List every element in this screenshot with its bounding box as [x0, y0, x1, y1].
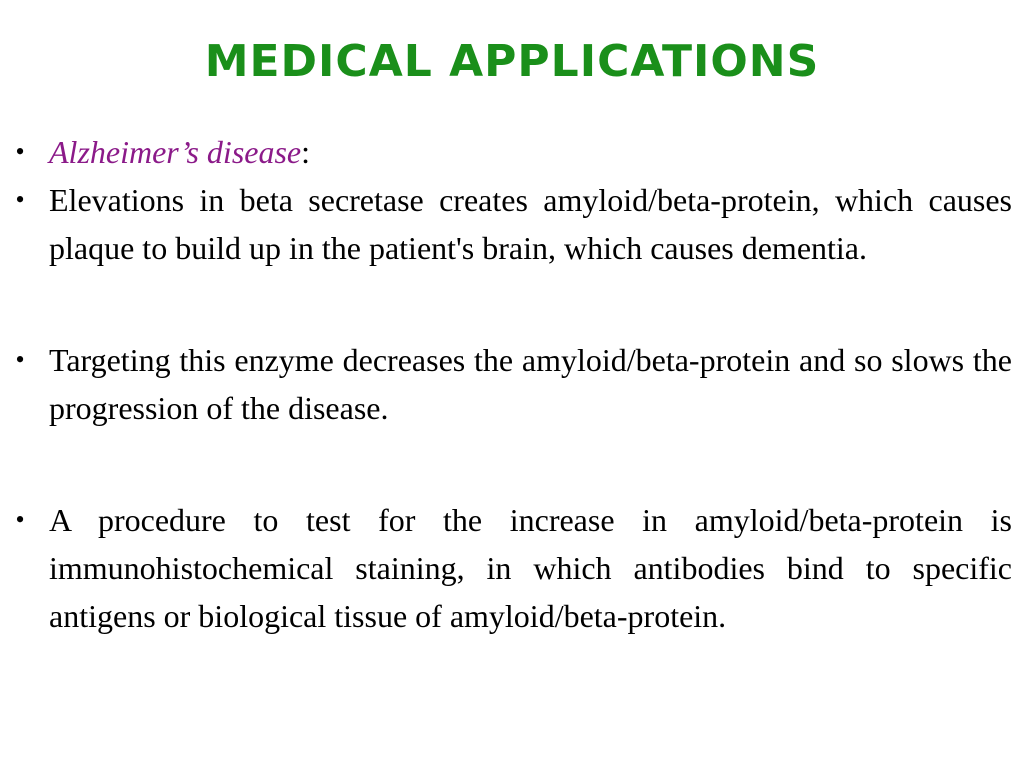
bullet-icon: • — [15, 505, 25, 534]
bullet-item-procedure — [0, 496, 1024, 640]
bullet-text: A procedure to test for the increase in amyloid/beta-protein is immunohistochemical staining, in which antibodies bind to specific antigens or biological tissue of amyloid/beta-protein. — [49, 502, 1012, 634]
bullet-text: Elevations in beta secretase creates amyloid/beta-protein, which causes plaque to build up in the patient's brain, which causes dementia. — [49, 182, 1012, 266]
bullet-icon: • — [15, 185, 25, 214]
topic-colon: : — [301, 134, 311, 170]
bullet-icon: • — [15, 345, 25, 374]
slide-title: MEDICAL APPLICATIONS — [204, 36, 820, 87]
bullet-text: Targeting this enzyme decreases the amyloid/beta-protein and so slows the progression of the disease. — [49, 342, 1012, 426]
bullet-list — [0, 128, 1024, 640]
bullet-item-targeting — [0, 336, 1024, 432]
topic-heading: Alzheimer’s disease — [49, 134, 302, 170]
bullet-item-elevations — [0, 176, 1024, 272]
bullet-icon: • — [15, 137, 25, 166]
bullet-item-topic — [0, 128, 1024, 176]
